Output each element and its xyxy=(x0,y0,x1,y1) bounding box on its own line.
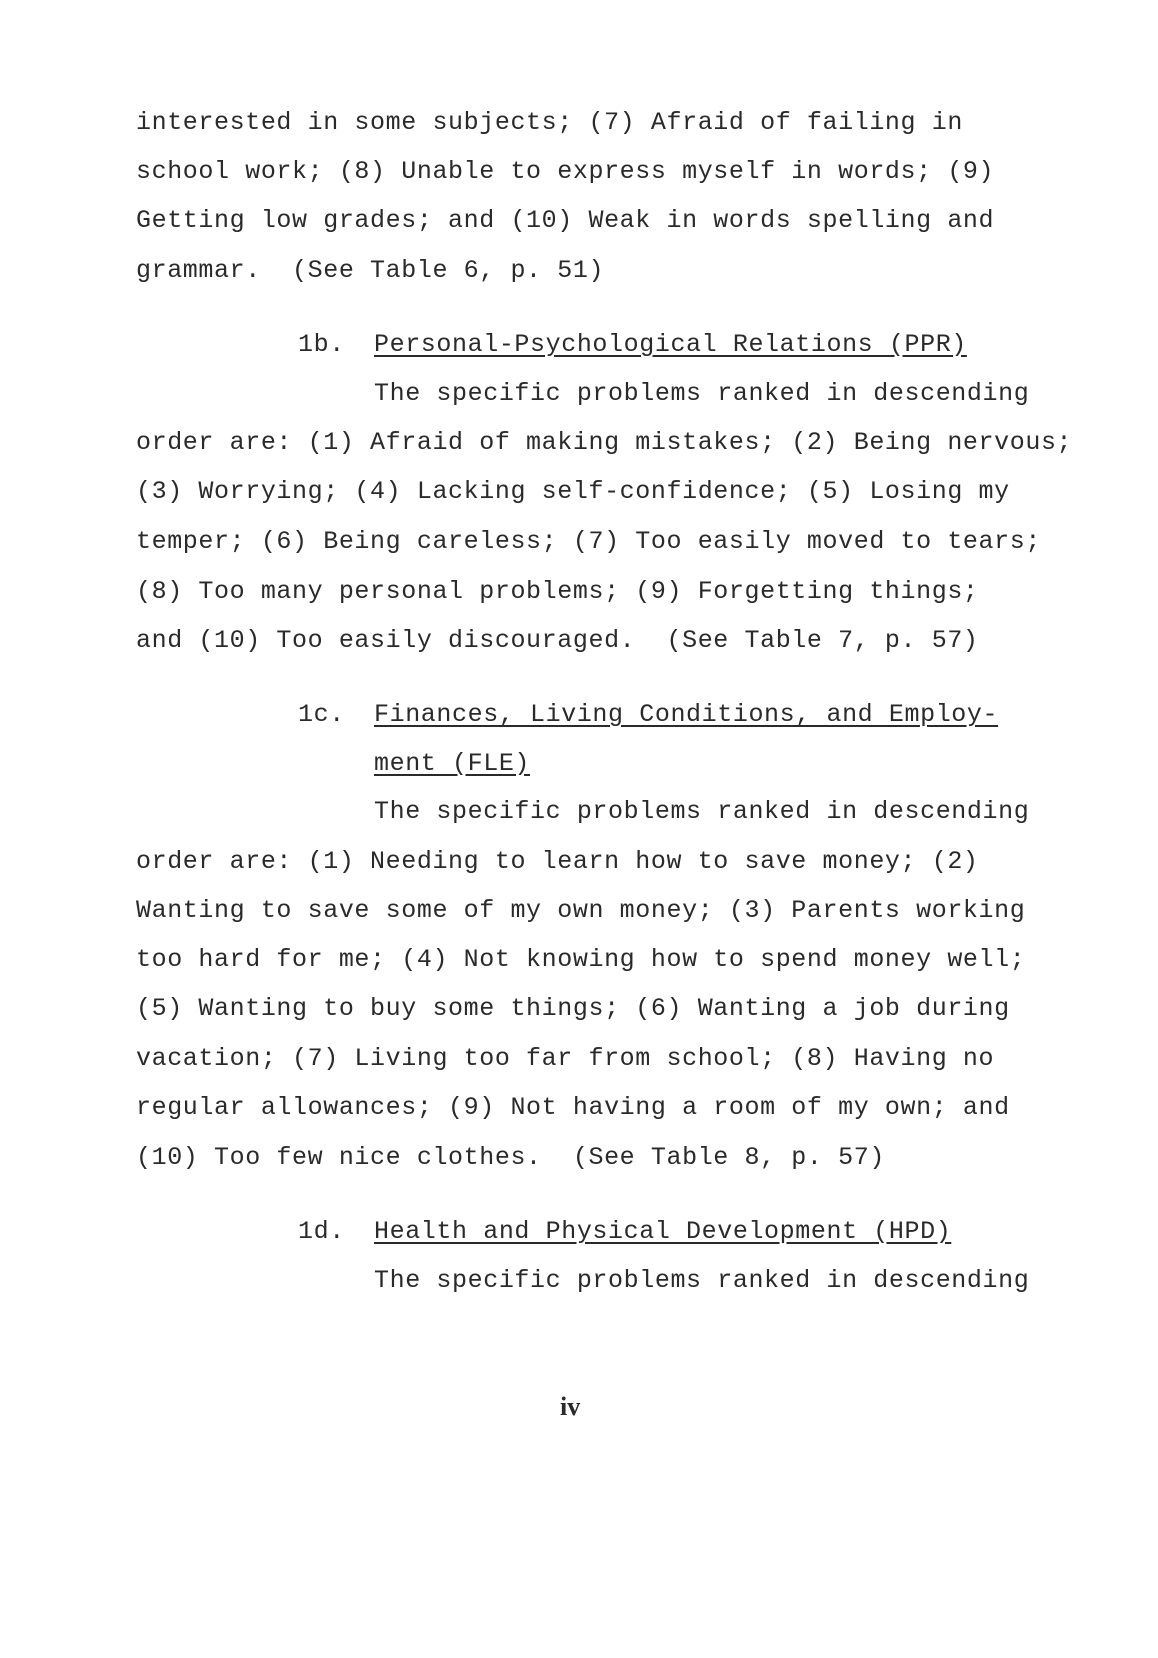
body-line: too hard for me; (4) Not knowing how to spend money well; xyxy=(136,945,1026,974)
body-line: regular allowances; (9) Not having a room of my own; and xyxy=(136,1093,1010,1122)
body-line: grammar. (See Table 6, p. 51) xyxy=(136,256,605,285)
body-line: order are: (1) Afraid of making mistakes; (2) Being nervous; xyxy=(136,428,1073,457)
section-heading: Personal-Psychological Relations (PPR) xyxy=(374,330,967,359)
section-heading-continued: ment (FLE) xyxy=(374,749,531,778)
section-heading: Finances, Living Conditions, and Employ- xyxy=(374,700,999,729)
body-line: The specific problems ranked in descending xyxy=(374,797,1030,826)
section-marker: 1c. xyxy=(298,700,345,729)
section-marker: 1d. xyxy=(298,1217,345,1246)
body-line: (5) Wanting to buy some things; (6) Wanting a job during xyxy=(136,994,1010,1023)
section-marker: 1b. xyxy=(298,330,345,359)
body-line: Wanting to save some of my own money; (3) Parents working xyxy=(136,896,1026,925)
body-line: (3) Worrying; (4) Lacking self-confidence; (5) Losing my xyxy=(136,477,1010,506)
body-line: Getting low grades; and (10) Weak in words spelling and xyxy=(136,206,995,235)
body-line: school work; (8) Unable to express myself in words; (9) xyxy=(136,157,995,186)
body-line: (10) Too few nice clothes. (See Table 8, p. 57) xyxy=(136,1143,885,1172)
body-line: The specific problems ranked in descending xyxy=(374,1266,1030,1295)
body-line: vacation; (7) Living too far from school; (8) Having no xyxy=(136,1044,995,1073)
body-line: (8) Too many personal problems; (9) Forgetting things; xyxy=(136,577,979,606)
page-number: iv xyxy=(560,1392,581,1421)
body-line: interested in some subjects; (7) Afraid of failing in xyxy=(136,108,963,137)
body-line: order are: (1) Needing to learn how to save money; (2) xyxy=(136,847,979,876)
section-heading: Health and Physical Development (HPD) xyxy=(374,1217,952,1246)
body-line: and (10) Too easily discouraged. (See Table 7, p. 57) xyxy=(136,626,979,655)
body-line: temper; (6) Being careless; (7) Too easily moved to tears; xyxy=(136,527,1041,556)
body-line: The specific problems ranked in descending xyxy=(374,379,1030,408)
